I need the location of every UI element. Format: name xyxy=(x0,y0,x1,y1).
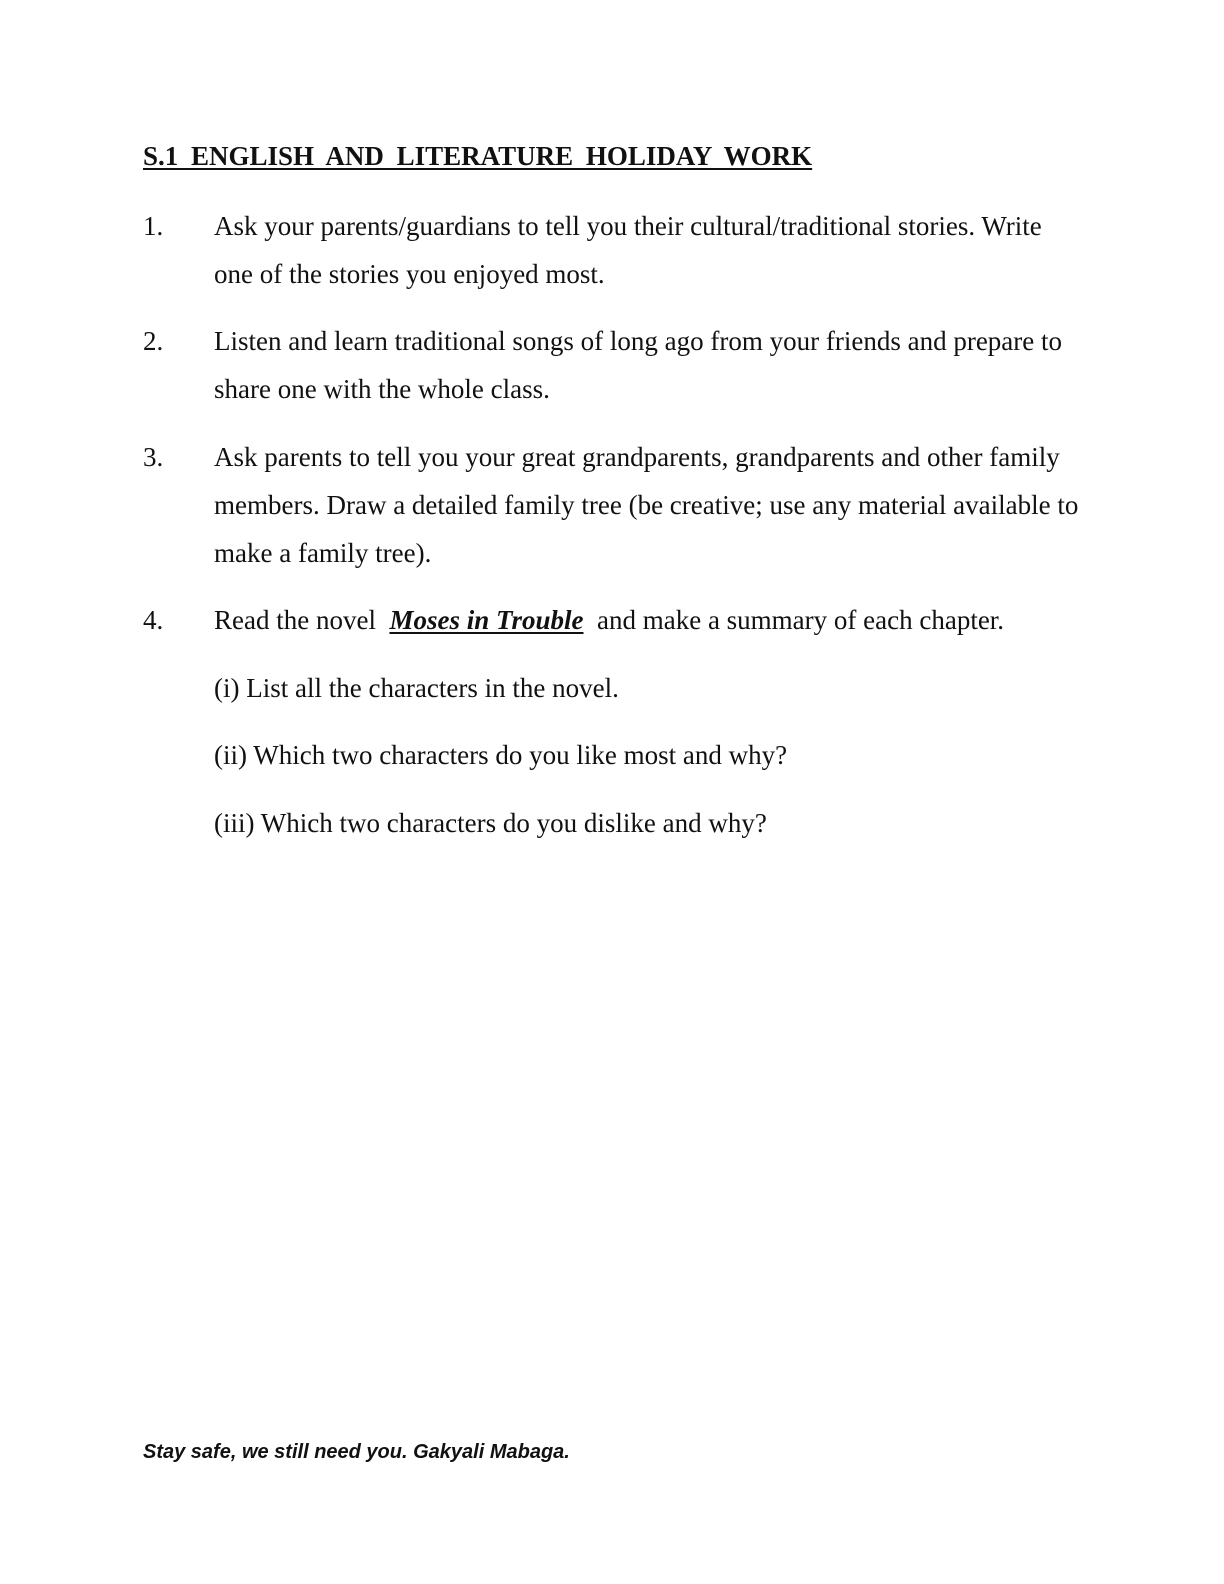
page-title: S.1 ENGLISH AND LITERATURE HOLIDAY WORK xyxy=(143,141,813,171)
sub-question-i: (i) List all the characters in the novel. xyxy=(214,673,619,703)
item-text: Listen and learn traditional songs of long ago from your friends and prepare to share one with the whole class. xyxy=(214,326,1063,404)
item-number: 3. xyxy=(143,442,164,472)
item-text: Ask parents to tell you your great grandparents, grandparents and other family members. Draw a detailed family tree (be creative; use any material available to make a family tree). xyxy=(214,442,1079,568)
item-text-after: and make a summary of each chapter. xyxy=(590,605,1005,635)
item-text xyxy=(214,596,1084,644)
footer-note: Stay safe, we still need you. Gakyali Mabaga. xyxy=(143,1441,570,1463)
item-text-before: Read the novel xyxy=(214,605,383,635)
item-number: 1. xyxy=(143,211,164,241)
sub-question-ii: (ii) Which two characters do you like most and why? xyxy=(214,740,788,770)
novel-title: Moses in Trouble xyxy=(389,605,584,635)
item-text: Ask your parents/guardians to tell you their cultural/traditional stories. Write one of the stories you enjoyed most. xyxy=(214,211,1042,289)
sub-question-iii: (iii) Which two characters do you dislike and why? xyxy=(214,808,767,838)
item-number: 4. xyxy=(143,605,164,635)
item-number: 2. xyxy=(143,326,164,356)
